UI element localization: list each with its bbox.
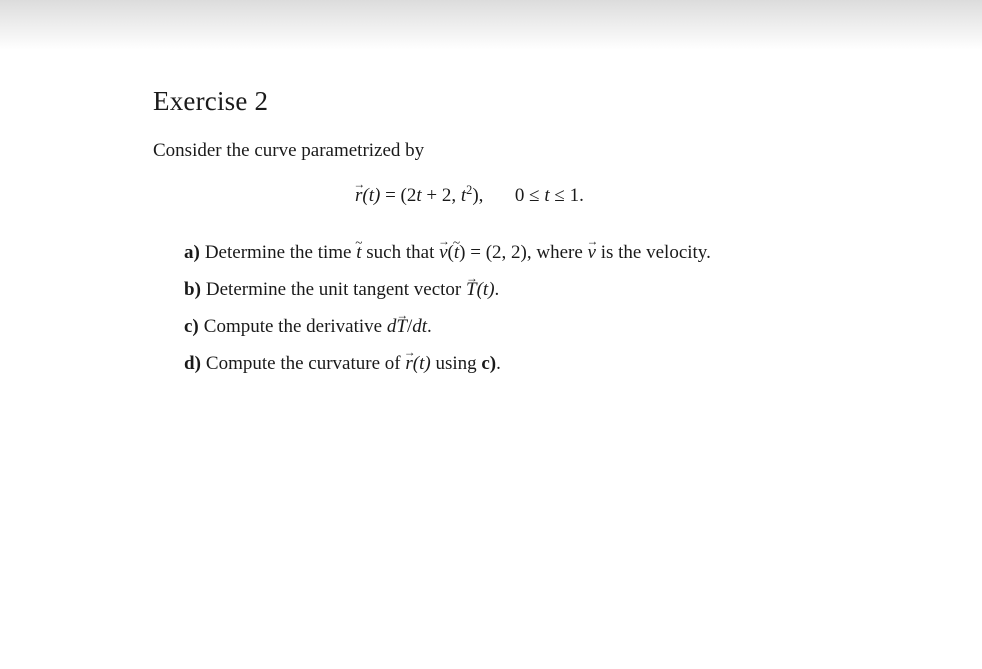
part-c (184, 316, 711, 353)
part-a-text-1: Determine the time (204, 242, 357, 263)
part-a-text-3: is the velocity. (595, 242, 711, 263)
part-c-slash: / (406, 316, 413, 337)
part-d-text-1: Compute the curvature of (205, 353, 406, 374)
part-a-text-2: such that (361, 242, 440, 263)
part-d-text-2: using (430, 353, 482, 374)
t-tilde-symbol: t ~ (356, 242, 361, 264)
exercise-heading: Exercise 2 (153, 86, 269, 116)
range-upper: ≤ 1. (549, 185, 584, 206)
part-b-text-2: . (494, 279, 500, 300)
equation-exponent: 2 (466, 183, 473, 198)
equation-mid: + 2, (421, 185, 461, 206)
part-c-text-1: Compute the derivative (203, 316, 387, 337)
part-d (184, 353, 711, 390)
equation-close: ), (472, 185, 484, 206)
range-lower: 0 ≤ (514, 185, 545, 206)
part-c-dt: dt (412, 316, 427, 337)
equation-eq: = (2 (380, 185, 417, 206)
part-c-text-2: . (427, 316, 432, 337)
part-b-arg: (t) (476, 279, 495, 300)
T-vector-symbol: T → (466, 279, 477, 301)
part-d-letter: d) (184, 353, 201, 374)
v-vector-symbol: v → (439, 242, 447, 264)
part-c-d: d (386, 316, 397, 337)
part-a (184, 242, 711, 279)
part-c-letter: c) (184, 316, 199, 337)
intro-text: Consider the curve parametrized by (153, 140, 425, 161)
equation-t1: t (416, 185, 422, 206)
part-d-ref: c) (481, 353, 497, 374)
part-a-arg-open: ( (447, 242, 454, 263)
t-tilde-symbol-2: t ~ (454, 242, 459, 264)
part-d-arg: (t) (412, 353, 431, 374)
r-argument: (t) (362, 185, 381, 206)
r-vector-symbol: r → (355, 185, 362, 207)
part-b-text-1: Determine the unit tangent vector (205, 279, 467, 300)
r-vector-symbol-2: r → (405, 353, 412, 375)
part-a-arg-close: ) = (2, 2), where (459, 242, 588, 263)
part-b-letter: b) (184, 279, 201, 300)
part-a-letter: a) (184, 242, 200, 263)
part-d-text-3: . (496, 353, 501, 374)
curve-equation (355, 185, 584, 207)
exercise-parts-list (184, 242, 711, 390)
v-vector-symbol-2: v → (588, 242, 596, 264)
T-vector-symbol-2: T → (396, 316, 407, 338)
range-t: t (544, 185, 550, 206)
equation-t2: t (460, 185, 467, 206)
part-b (184, 279, 711, 316)
